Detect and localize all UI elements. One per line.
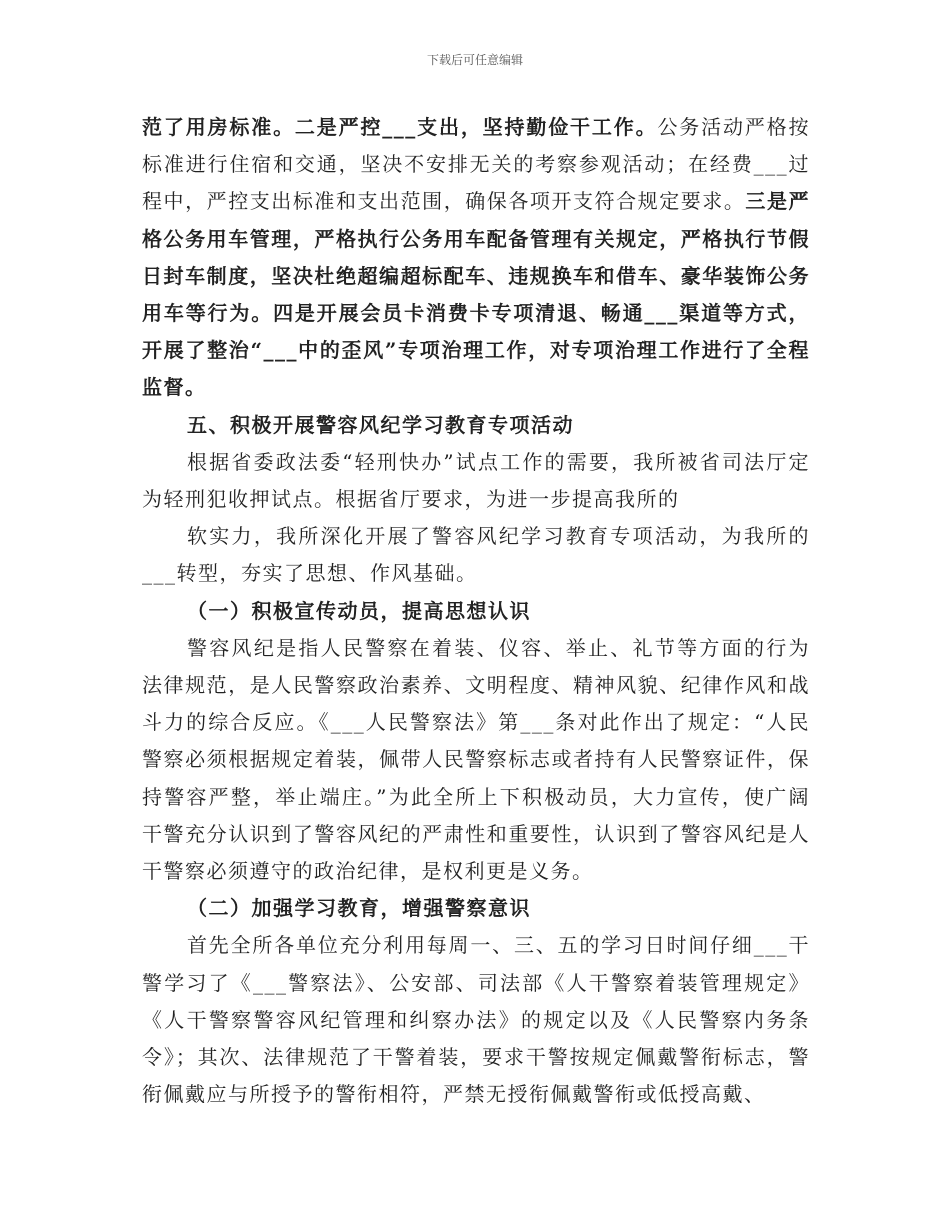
paragraph-3	[142, 518, 810, 592]
page-header: 下载后可任意编辑	[426, 53, 523, 67]
paragraph-4	[142, 630, 810, 890]
paragraph-4-text: 警容风纪是指人民警察在着装、仪容、举止、礼节等方面的行为法律规范，是人民警察政治素养、文明程度、精神风貌、纪律作风和战斗力的综合反应。《___人民警察法》第___条对此作出了规定：“人民警察必须根据规定着装，佩带人民警察标志或者持有人民警察证件，保持警容严整，举止端庄。”为此全所上下积极动员，大力宣传，使广阔干警充分认识到了警容风纪的严肃性和重要性，认识到了警容风纪是人干警察必须遵守的政治纪律，是权利更是义务。	[142, 635, 810, 884]
subsection-1-heading-text: （一）积极宣传动员，提高思想认识	[187, 598, 531, 623]
paragraph-5	[142, 927, 810, 1113]
paragraph-2	[142, 444, 810, 518]
paragraph-3-text: 软实力，我所深化开展了警容风纪学习教育专项活动，为我所的___转型，夯实了思想、作风基础。	[142, 524, 810, 586]
paragraph-1-run-1: 范了用房标准。二是严控___支出，坚持勤俭干工作。	[142, 115, 658, 139]
paragraph-1-run-3: 三是严格公务用车管理，严格执行公务用车配备管理有关规定，严格执行节假日封车制度，坚决杜绝超编超标配车、违规换车和借车、豪华装饰公务用车等行为。四是开展会员卡消费卡专项清退、畅通___渠道等方式，开展了整治“___中的歪风”专项治理工作，对专项治理工作进行了全程监督。	[142, 189, 811, 400]
subsection-2-heading-text: （二）加强学习教育，增强警察意识	[187, 896, 531, 921]
document-body	[142, 109, 810, 1113]
section-5-heading-text: 五、积极开展警容风纪学习教育专项活动	[187, 412, 574, 437]
subsection-2-heading	[142, 890, 810, 927]
paragraph-2-text: 根据省委政法委“轻刑快办”试点工作的需要，我所被省司法厅定为轻刑犯收押试点。根据省厅要求，为进一步提高我所的	[142, 449, 810, 512]
section-5-heading	[142, 407, 810, 444]
subsection-1-heading	[142, 593, 810, 630]
paragraph-1-run-2: 公务活动严格按标准进行住宿和交通，坚决不安排无关的考察参观活动；在经费___过程中，严控支出标准和支出范围，确保各项开支符合规定要求。	[142, 115, 811, 214]
paragraph-1	[142, 109, 810, 407]
paragraph-5-text: 首先全所各单位充分利用每周一、三、五的学习日时间仔细___干警学习了《___警察法》、公安部、司法部《人干警察着装管理规定》《人干警察警容风纪管理和纠察办法》的规定以及《人民警察内务条令》；其次、法律规范了干警着装，要求干警按规定佩戴警衔标志，警衔佩戴应与所授予的警衔相符，严禁无授衔佩戴警衔或低授高戴、	[142, 933, 810, 1107]
